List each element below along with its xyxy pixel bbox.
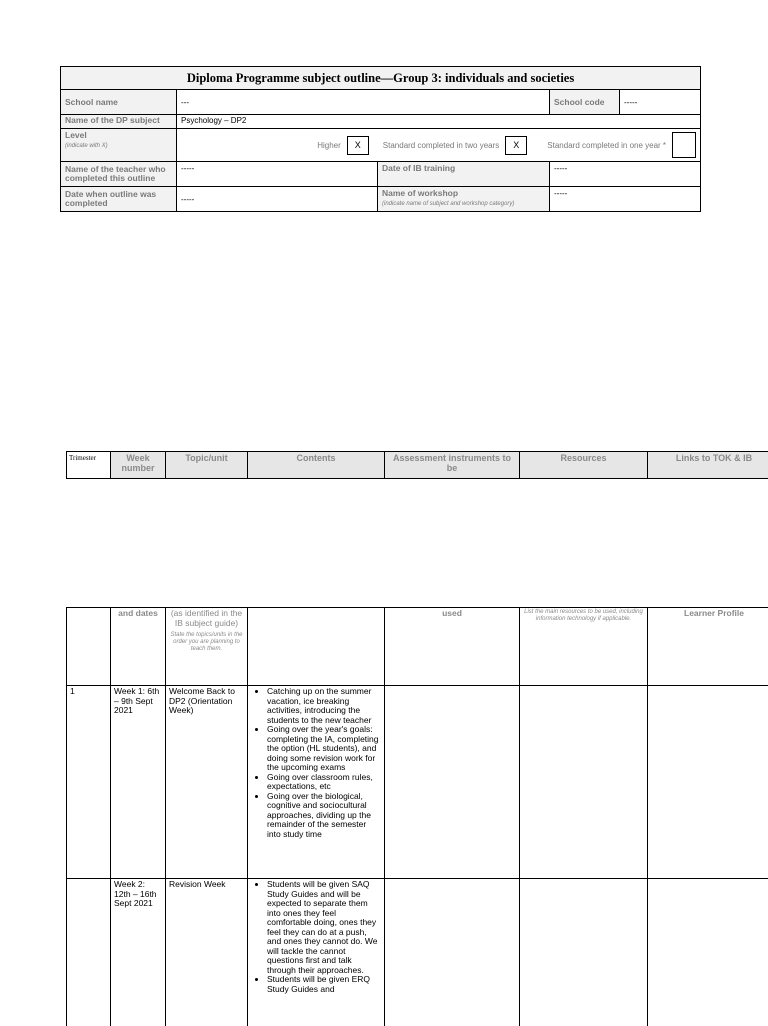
outline-title: Diploma Programme subject outline—Group 3: individuals and societies	[61, 67, 701, 90]
cont-topic-cell	[166, 608, 248, 686]
workshop-value[interactable]: -----	[550, 187, 701, 212]
schedule-table	[66, 607, 768, 1026]
row-resources	[520, 686, 648, 879]
workshop-label-cell	[378, 187, 550, 212]
subject-value[interactable]: Psychology – DP2	[177, 115, 701, 129]
teacher-label: Name of the teacher who completed this outline	[61, 162, 177, 187]
list-item: • Students will be given ERQ Study Guides and	[267, 975, 381, 994]
contents-list	[251, 880, 381, 994]
row-week: Week 1: 6th – 9th Sept 2021	[111, 686, 166, 879]
level-hint: (indicate with X)	[65, 143, 108, 149]
standard-one-year-checkbox[interactable]	[672, 132, 696, 158]
row-assessment	[385, 686, 520, 879]
row-links	[648, 686, 768, 879]
school-code-value[interactable]: -----	[620, 90, 701, 115]
table-row	[67, 879, 768, 1026]
subject-label: Name of the DP subject	[61, 115, 177, 129]
school-name-label: School name	[61, 90, 177, 115]
higher-label: Higher	[317, 141, 341, 150]
school-code-label: School code	[550, 90, 620, 115]
cont-week-dates: and dates	[111, 608, 166, 686]
row-contents	[248, 686, 385, 879]
standard-two-years-checkbox[interactable]: X	[505, 136, 527, 155]
list-item: • Students will be given SAQ Study Guides and will be expected to separate them into ones they feel comfortable doing, ones they feel they can do at a push, and ones they cannot do. We will tackle the cannot questions first and talk through their approaches.	[267, 880, 381, 975]
cont-topic-guide: (as identified in the IB subject guide)	[171, 608, 242, 628]
header-resources: Resources	[520, 452, 648, 479]
cont-topic-note: State the topics/units in the order you are planning to teach them.	[169, 632, 244, 653]
header-contents: Contents	[248, 452, 385, 479]
table-row	[67, 686, 768, 879]
header-week-number: Week number	[111, 452, 166, 479]
row-assessment	[385, 879, 520, 1026]
level-label-cell	[61, 129, 177, 162]
row-links	[648, 879, 768, 1026]
outline-date-value[interactable]: -----	[177, 187, 378, 212]
header-assessment: Assessment instruments to be	[385, 452, 520, 479]
cont-learner-profile: Learner Profile	[648, 608, 768, 686]
level-options	[177, 129, 701, 162]
cont-assessment-used: used	[385, 608, 520, 686]
workshop-label: Name of workshop	[382, 188, 458, 198]
outline-date-label: Date when outline was completed	[61, 187, 177, 212]
row-resources	[520, 879, 648, 1026]
training-date-value[interactable]: -----	[550, 162, 701, 187]
row-contents	[248, 879, 385, 1026]
standard-one-year-label: Standard completed in one year *	[547, 141, 666, 150]
list-item: • Going over classroom rules, expectations, etc	[267, 773, 381, 792]
row-topic: Revision Week	[166, 879, 248, 1026]
list-item: • Catching up on the summer vacation, ice breaking activities, introducing the students to the new teacher	[267, 687, 381, 725]
standard-two-years-label: Standard completed in two years	[383, 141, 500, 150]
row-trimester: 1	[67, 686, 111, 879]
header-topic-unit: Topic/unit	[166, 452, 248, 479]
row-topic: Welcome Back to DP2 (Orientation Week)	[166, 686, 248, 879]
workshop-hint: (indicate name of subject and workshop category)	[382, 201, 514, 207]
cont-contents-cell	[248, 608, 385, 686]
schedule-header-table	[66, 451, 768, 479]
list-item: • Going over the biological, cognitive and sociocultural approaches, dividing up the remainder of the semester into study time	[267, 792, 381, 840]
cont-trimester-cell	[67, 608, 111, 686]
row-week: Week 2: 12th – 16th Sept 2021	[111, 879, 166, 1026]
contents-list	[251, 687, 381, 839]
subject-outline-table	[60, 66, 701, 212]
header-trimester: Trimester	[67, 452, 111, 479]
list-item: • Going over the year's goals: completing the IA, completing the option (HL students), and doing some revision work for the upcoming exams	[267, 725, 381, 773]
teacher-value[interactable]: -----	[177, 162, 378, 187]
header-links: Links to TOK & IB	[648, 452, 768, 479]
school-name-value[interactable]: ---	[177, 90, 550, 115]
higher-checkbox[interactable]: X	[347, 136, 369, 155]
cont-resources-note: List the main resources to be used, including information technology if applicable.	[523, 609, 644, 623]
level-label: Level	[65, 130, 87, 140]
row-trimester	[67, 879, 111, 1026]
cont-resources-cell	[520, 608, 648, 686]
training-date-label: Date of IB training	[378, 162, 550, 187]
